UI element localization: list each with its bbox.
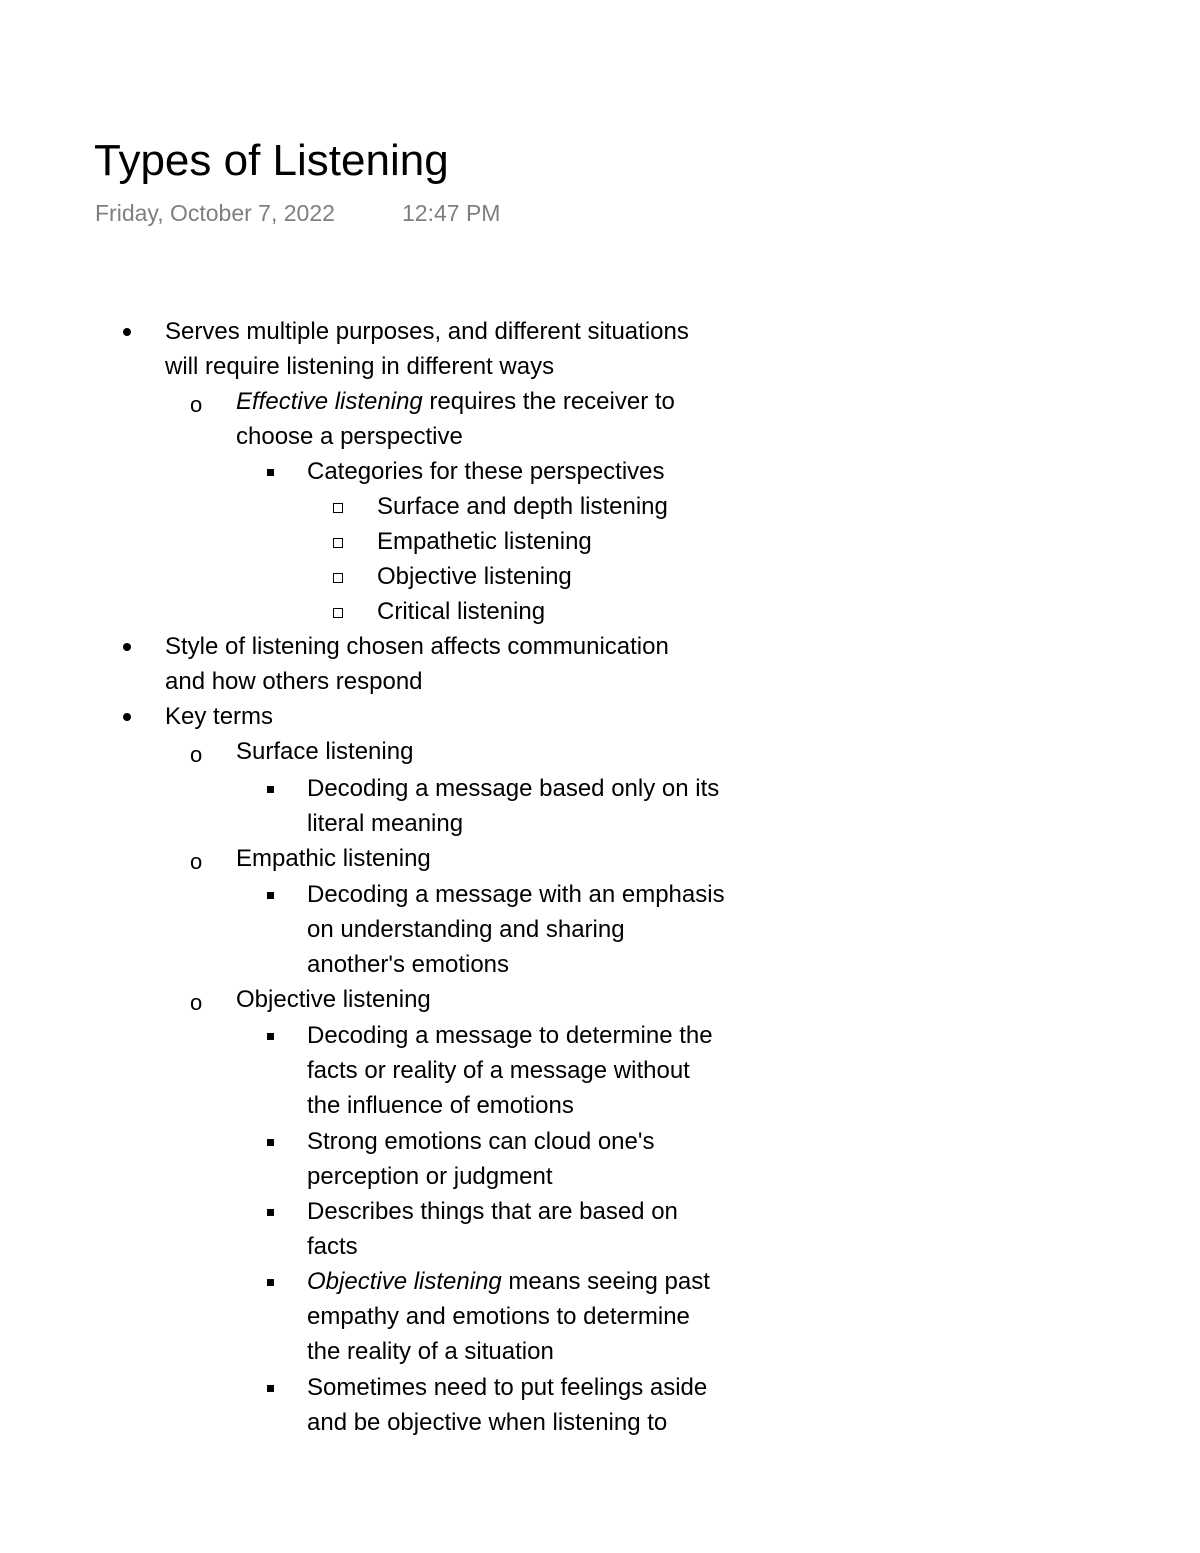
filled-square-bullet-icon <box>267 1209 274 1216</box>
note-time: 12:47 PM <box>402 200 501 226</box>
note-date: Friday, October 7, 2022 <box>95 200 335 226</box>
list-item: Empathic listening <box>236 845 431 872</box>
list-item <box>307 1264 710 1299</box>
list-item-continuation: the reality of a situation <box>307 1338 554 1365</box>
filled-disc-bullet-icon <box>123 713 131 721</box>
list-item-continuation: will require listening in different ways <box>165 353 555 380</box>
open-square-bullet-icon <box>333 503 343 513</box>
list-item: Strong emotions can cloud one's <box>307 1128 655 1155</box>
list-item: Sometimes need to put feelings aside <box>307 1374 708 1401</box>
filled-square-bullet-icon <box>267 1279 274 1286</box>
list-item-text: requires the receiver to <box>422 388 675 415</box>
filled-square-bullet-icon <box>267 469 274 476</box>
filled-square-bullet-icon <box>267 892 274 899</box>
list-item: Style of listening chosen affects communication <box>165 633 669 660</box>
open-o-bullet-icon: o <box>190 392 203 417</box>
list-item-continuation: empathy and emotions to determine <box>307 1303 690 1330</box>
list-item: Categories for these perspectives <box>307 458 665 485</box>
filled-square-bullet-icon <box>267 1033 274 1040</box>
list-item: Key terms <box>165 703 274 730</box>
list-item-continuation: and how others respond <box>165 668 423 695</box>
italic-term: Effective listening <box>236 388 423 415</box>
filled-disc-bullet-icon <box>123 328 131 336</box>
italic-term: Objective listening <box>307 1268 502 1295</box>
open-square-bullet-icon <box>333 573 343 583</box>
list-item: Objective listening <box>377 563 572 590</box>
list-item: Decoding a message to determine the <box>307 1022 713 1049</box>
list-item-continuation: and be objective when listening to <box>307 1409 668 1436</box>
filled-square-bullet-icon <box>267 786 274 793</box>
open-square-bullet-icon <box>333 538 343 548</box>
open-o-bullet-icon: o <box>190 742 203 767</box>
filled-square-bullet-icon <box>267 1139 274 1146</box>
list-item: Empathetic listening <box>377 528 592 555</box>
list-item: Describes things that are based on <box>307 1198 678 1225</box>
open-o-bullet-icon: o <box>190 849 203 874</box>
note-timestamp <box>95 199 501 227</box>
list-item-continuation: perception or judgment <box>307 1163 553 1190</box>
list-item: Surface listening <box>236 738 414 765</box>
page-title: Types of Listening <box>94 136 449 185</box>
filled-disc-bullet-icon <box>123 643 131 651</box>
open-o-bullet-icon: o <box>190 990 203 1015</box>
list-item: Decoding a message based only on its <box>307 775 720 802</box>
list-item: Serves multiple purposes, and different situations <box>165 318 689 345</box>
list-item-continuation: choose a perspective <box>236 423 463 450</box>
list-item: Critical listening <box>377 598 546 625</box>
list-item: Decoding a message with an emphasis <box>307 881 725 908</box>
list-item: Surface and depth listening <box>377 493 668 520</box>
list-item: Objective listening <box>236 986 431 1013</box>
filled-square-bullet-icon <box>267 1385 274 1392</box>
list-item-text: means seeing past <box>501 1268 710 1295</box>
list-item-continuation: another's emotions <box>307 951 510 978</box>
list-item <box>236 384 675 419</box>
list-item-continuation: facts or reality of a message without <box>307 1057 690 1084</box>
open-square-bullet-icon <box>333 608 343 618</box>
list-item-continuation: on understanding and sharing <box>307 916 625 943</box>
list-item-continuation: facts <box>307 1233 358 1260</box>
list-item-continuation: literal meaning <box>307 810 464 837</box>
list-item-continuation: the influence of emotions <box>307 1092 574 1119</box>
